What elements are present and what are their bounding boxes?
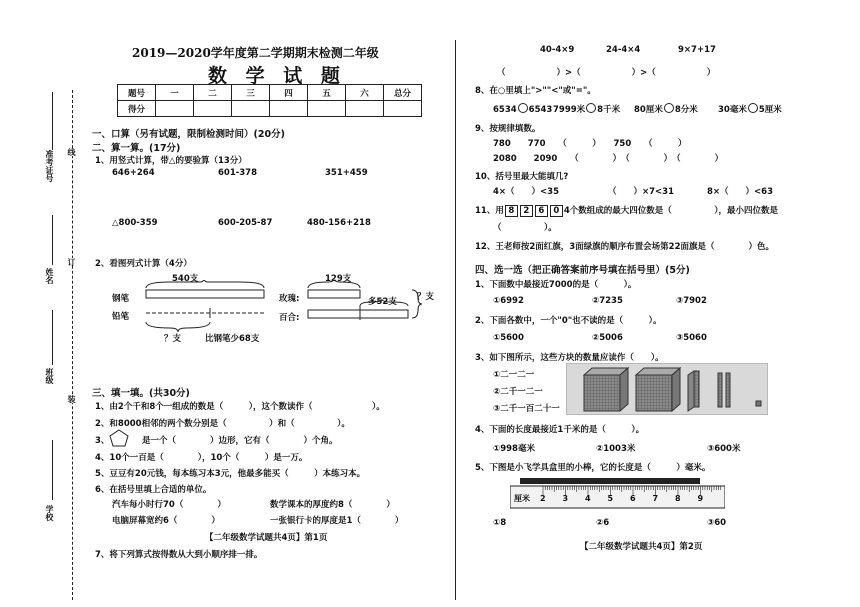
ineq-1: 4×（ ）<35 xyxy=(493,187,559,197)
ruler-number: 8 xyxy=(675,494,681,503)
fig2-lily-bar xyxy=(308,310,408,318)
choice-5-opt[interactable]: ③60 xyxy=(707,518,727,528)
choice-3-opt[interactable]: ③二千一百二十一 xyxy=(493,404,560,414)
ruler-number: 5 xyxy=(607,494,614,503)
calc-item: △800-359 xyxy=(112,218,158,228)
compare-right: 8分米 xyxy=(674,105,698,115)
score-value-row xyxy=(118,101,422,117)
fill-2: 2、和8000相邻的两个数分别是（ ）和（ ）。 xyxy=(95,419,350,429)
digit-card: 8 xyxy=(505,205,518,217)
thousand-cube-icon xyxy=(636,368,680,411)
column-divider xyxy=(455,40,456,600)
ruler-unit-label: 厘米 xyxy=(514,494,530,503)
page-footer-1: 【二年级数学试题共4页】第1页 xyxy=(205,533,328,543)
fill-6b: 数学课本的厚度约8（ ） xyxy=(270,500,395,510)
choice-4: 4、下面的长度最接近1千米的是（ ）。 xyxy=(475,425,645,435)
compare-circle[interactable] xyxy=(518,103,528,113)
score-blank[interactable] xyxy=(232,101,270,117)
score-cell: 二 xyxy=(194,85,232,101)
q11-prefix: 11、用 xyxy=(475,206,504,216)
choice-3: 3、如下图所示，这些方块的数量应读作（ ）。 xyxy=(475,353,664,363)
mark-zhuang: 装 xyxy=(67,395,76,403)
compare-left: 80厘米 xyxy=(634,105,663,115)
score-cell: 总分 xyxy=(384,85,422,101)
choice-3-opt[interactable]: ②二千一二一 xyxy=(493,387,543,397)
choice-1-opt[interactable]: ①6992 xyxy=(493,296,524,306)
fig1-question: ？支 xyxy=(164,334,182,344)
fig1-top-brace xyxy=(146,280,264,288)
mark-ding: 订 xyxy=(67,258,76,266)
class-label: 班级 xyxy=(45,368,54,384)
thousand-cube-icon xyxy=(584,368,628,411)
fig2-more-label: 多52支 xyxy=(368,297,397,307)
score-cell: 五 xyxy=(308,85,346,101)
score-cell: 四 xyxy=(270,85,308,101)
digit-card: 2 xyxy=(520,205,533,217)
compare-circle[interactable] xyxy=(664,103,674,113)
score-cell: 六 xyxy=(346,85,384,101)
fill-4: 4、10个一百是（ ），10个（ ）是一万。 xyxy=(95,453,308,463)
q11 xyxy=(475,204,778,217)
score-cell: 三 xyxy=(232,85,270,101)
admission-label: 准考证号 xyxy=(45,150,54,182)
choice-4-opt[interactable]: ①998毫米 xyxy=(493,444,535,454)
score-blank[interactable] xyxy=(308,101,346,117)
choice-5: 5、下图是小飞学具盒里的小棒，它的长度是（ ）毫米。 xyxy=(475,463,711,473)
choice-1-opt[interactable]: ②7235 xyxy=(592,296,623,306)
sequence-2: 2080 2090 （ ） （ ） （ ） xyxy=(493,154,724,164)
fig1-less-label: 比钢笔少68支 xyxy=(205,334,260,344)
calc-item: 646+264 xyxy=(112,168,155,178)
unit-cube-icon xyxy=(756,401,761,406)
compare-4 xyxy=(718,103,782,115)
ineq-2: （ ）×7<31 xyxy=(608,187,674,197)
digit-card: 0 xyxy=(550,205,563,217)
fig1-top-label: 540支 xyxy=(172,274,199,284)
fill-1: 1、由2个千和8个一组成的数是（ ），这个数读作（ ）。 xyxy=(95,402,385,412)
calc-item: 480-156+218 xyxy=(307,218,371,228)
section-2: 二、算一算。(17分) xyxy=(92,143,181,154)
ruler-number: 7 xyxy=(652,494,659,503)
fig1-pen-bar xyxy=(146,290,264,298)
hundred-flat-icon xyxy=(688,371,699,411)
section-4: 四、选一选（把正确答案前序号填在括号里）(5分) xyxy=(475,265,690,276)
fig2-rose-bar xyxy=(308,290,360,298)
fill-6a: 汽车每小时行70（ ） xyxy=(112,500,226,510)
compare-circle[interactable] xyxy=(586,103,596,113)
fill-6: 6、在括号里填上合适的单位。 xyxy=(95,485,212,495)
compare-3 xyxy=(634,103,698,115)
compare-1 xyxy=(493,103,552,115)
class-line xyxy=(52,310,53,365)
binding-dashed-line xyxy=(72,90,73,600)
compare-left: 6534 xyxy=(493,105,517,115)
score-cell: 一 xyxy=(156,85,194,101)
pentagon-icon xyxy=(108,428,130,448)
fig1-row2-label: 铅笔 xyxy=(112,312,130,322)
school-label: 学校 xyxy=(45,505,54,521)
choice-2-opt[interactable]: ①5600 xyxy=(493,333,524,343)
score-blank[interactable] xyxy=(270,101,308,117)
question-1: 1、用竖式计算，带△的要验算（13分） xyxy=(95,156,247,166)
base-ten-blocks-image xyxy=(566,363,768,415)
ruler-number: 3 xyxy=(562,494,569,503)
choice-4-opt[interactable]: ③600米 xyxy=(707,444,741,454)
q8: 8、在○里填上">""<"或"="。 xyxy=(475,86,596,96)
score-header-row xyxy=(118,85,422,101)
exam-title: 2019—2020学年度第二学期期末检测二年级 xyxy=(132,46,379,60)
q12: 12、王老师按2面红旗，3面绿旗的顺序布置会场第22面旗是（ ）色。 xyxy=(475,242,774,252)
admission-line xyxy=(52,92,53,150)
ruler-number: 4 xyxy=(585,494,591,503)
fig2-question: ？支 xyxy=(417,292,435,302)
stick-bar xyxy=(520,478,700,484)
fill-3: 是一个（ ）边形，它有（ ）个角。 xyxy=(142,436,338,446)
fill-3-prefix: 3、 xyxy=(95,436,110,446)
order-expr: 9×7+17 xyxy=(678,45,716,55)
choice-2: 2、下面各数中，一个"0"也不读的是（ ）。 xyxy=(475,316,662,326)
q11-text: 4个数组成的最大四位数是（ ），最小四位数是 xyxy=(563,206,779,216)
score-blank[interactable] xyxy=(194,101,232,117)
order-expr: 40-4×9 xyxy=(540,45,575,55)
ruler-number: 2 xyxy=(540,494,546,503)
calc-item: 351+459 xyxy=(325,168,368,178)
order-expr: 24-4×4 xyxy=(606,45,641,55)
q10: 10、括号里最大能填几? xyxy=(475,172,569,182)
fig2-svg xyxy=(300,280,430,325)
score-blank[interactable] xyxy=(346,101,384,117)
fig2-row1-label: 玫瑰: xyxy=(279,294,300,304)
section-1: 一、口算（另有试题，限制检测时间）(20分) xyxy=(92,129,285,140)
ruler-number: 9 xyxy=(697,494,704,503)
section-3: 三、填一填。(共30分) xyxy=(92,388,190,399)
calc-item: 600-205-87 xyxy=(218,218,273,228)
school-line xyxy=(52,440,53,500)
ruler-number: 6 xyxy=(630,494,636,503)
ineq-3: 8×（ ）<63 xyxy=(707,187,773,197)
fig2-top-label: 129支 xyxy=(325,274,352,284)
fill-5: 5、豆豆有20元钱，每本练习本3元，他最多能买（ ）本练习本。 xyxy=(95,469,366,479)
fill-7: 7、将下列算式按得数从大到小顺序排一排。 xyxy=(95,550,263,560)
fig1-bottom-brace xyxy=(146,322,210,332)
fill-6c: 电脑屏幕宽约6（ ） xyxy=(112,516,220,526)
fig2-row2-label: 百合: xyxy=(279,313,300,323)
score-table xyxy=(117,84,422,117)
choice-4-opt[interactable]: ②1003米 xyxy=(596,444,636,454)
page-footer-2: 【二年级数学试题共4页】第2页 xyxy=(580,542,703,552)
ruler-svg xyxy=(510,476,725,510)
compare-right: 5厘米 xyxy=(758,105,782,115)
name-line xyxy=(52,215,53,265)
fig2-top-brace xyxy=(308,280,360,288)
score-cell: 题号 xyxy=(118,85,156,101)
subject-title: 数 学 试 题 xyxy=(208,65,346,87)
compare-left: 7999米 xyxy=(553,105,586,115)
choice-5-opt[interactable]: ①8 xyxy=(493,518,507,528)
compare-right: 6543 xyxy=(528,105,553,115)
compare-circle[interactable] xyxy=(748,103,758,113)
choice-3-opt[interactable]: ①二一二一 xyxy=(493,370,535,380)
score-cell: 得分 xyxy=(118,101,156,117)
calc-item: 601-378 xyxy=(218,168,258,178)
score-blank[interactable] xyxy=(156,101,194,117)
order-blanks: （ ）>（ ）>（ ） xyxy=(497,68,716,78)
compare-left: 30毫米 xyxy=(718,105,747,115)
q9: 9、按规律填数。 xyxy=(475,124,541,134)
mark-xian: 线 xyxy=(67,148,76,156)
fill-6d: 一张银行卡的厚度是1（ ） xyxy=(270,516,404,526)
fig1-row1-label: 钢笔 xyxy=(112,294,130,304)
choice-2-opt[interactable]: ③5060 xyxy=(676,333,707,343)
compare-2 xyxy=(553,103,620,115)
name-label: 姓名 xyxy=(45,268,54,284)
question-2: 2、看图列式计算（4分） xyxy=(95,259,192,269)
choice-1: 1、下面数中最接近7000的是（ ）。 xyxy=(475,280,637,290)
choice-1-opt[interactable]: ③7902 xyxy=(676,296,707,306)
digit-card: 6 xyxy=(535,205,548,217)
choice-2-opt[interactable]: ②5006 xyxy=(592,333,623,343)
sequence-1: 780 770 （ ） 750 （ ） xyxy=(493,139,687,149)
compare-right: 8千米 xyxy=(597,105,621,115)
q11-tail: （ ）。 xyxy=(493,223,557,233)
choice-5-opt[interactable]: ②6 xyxy=(596,518,610,528)
score-blank[interactable] xyxy=(384,101,422,117)
